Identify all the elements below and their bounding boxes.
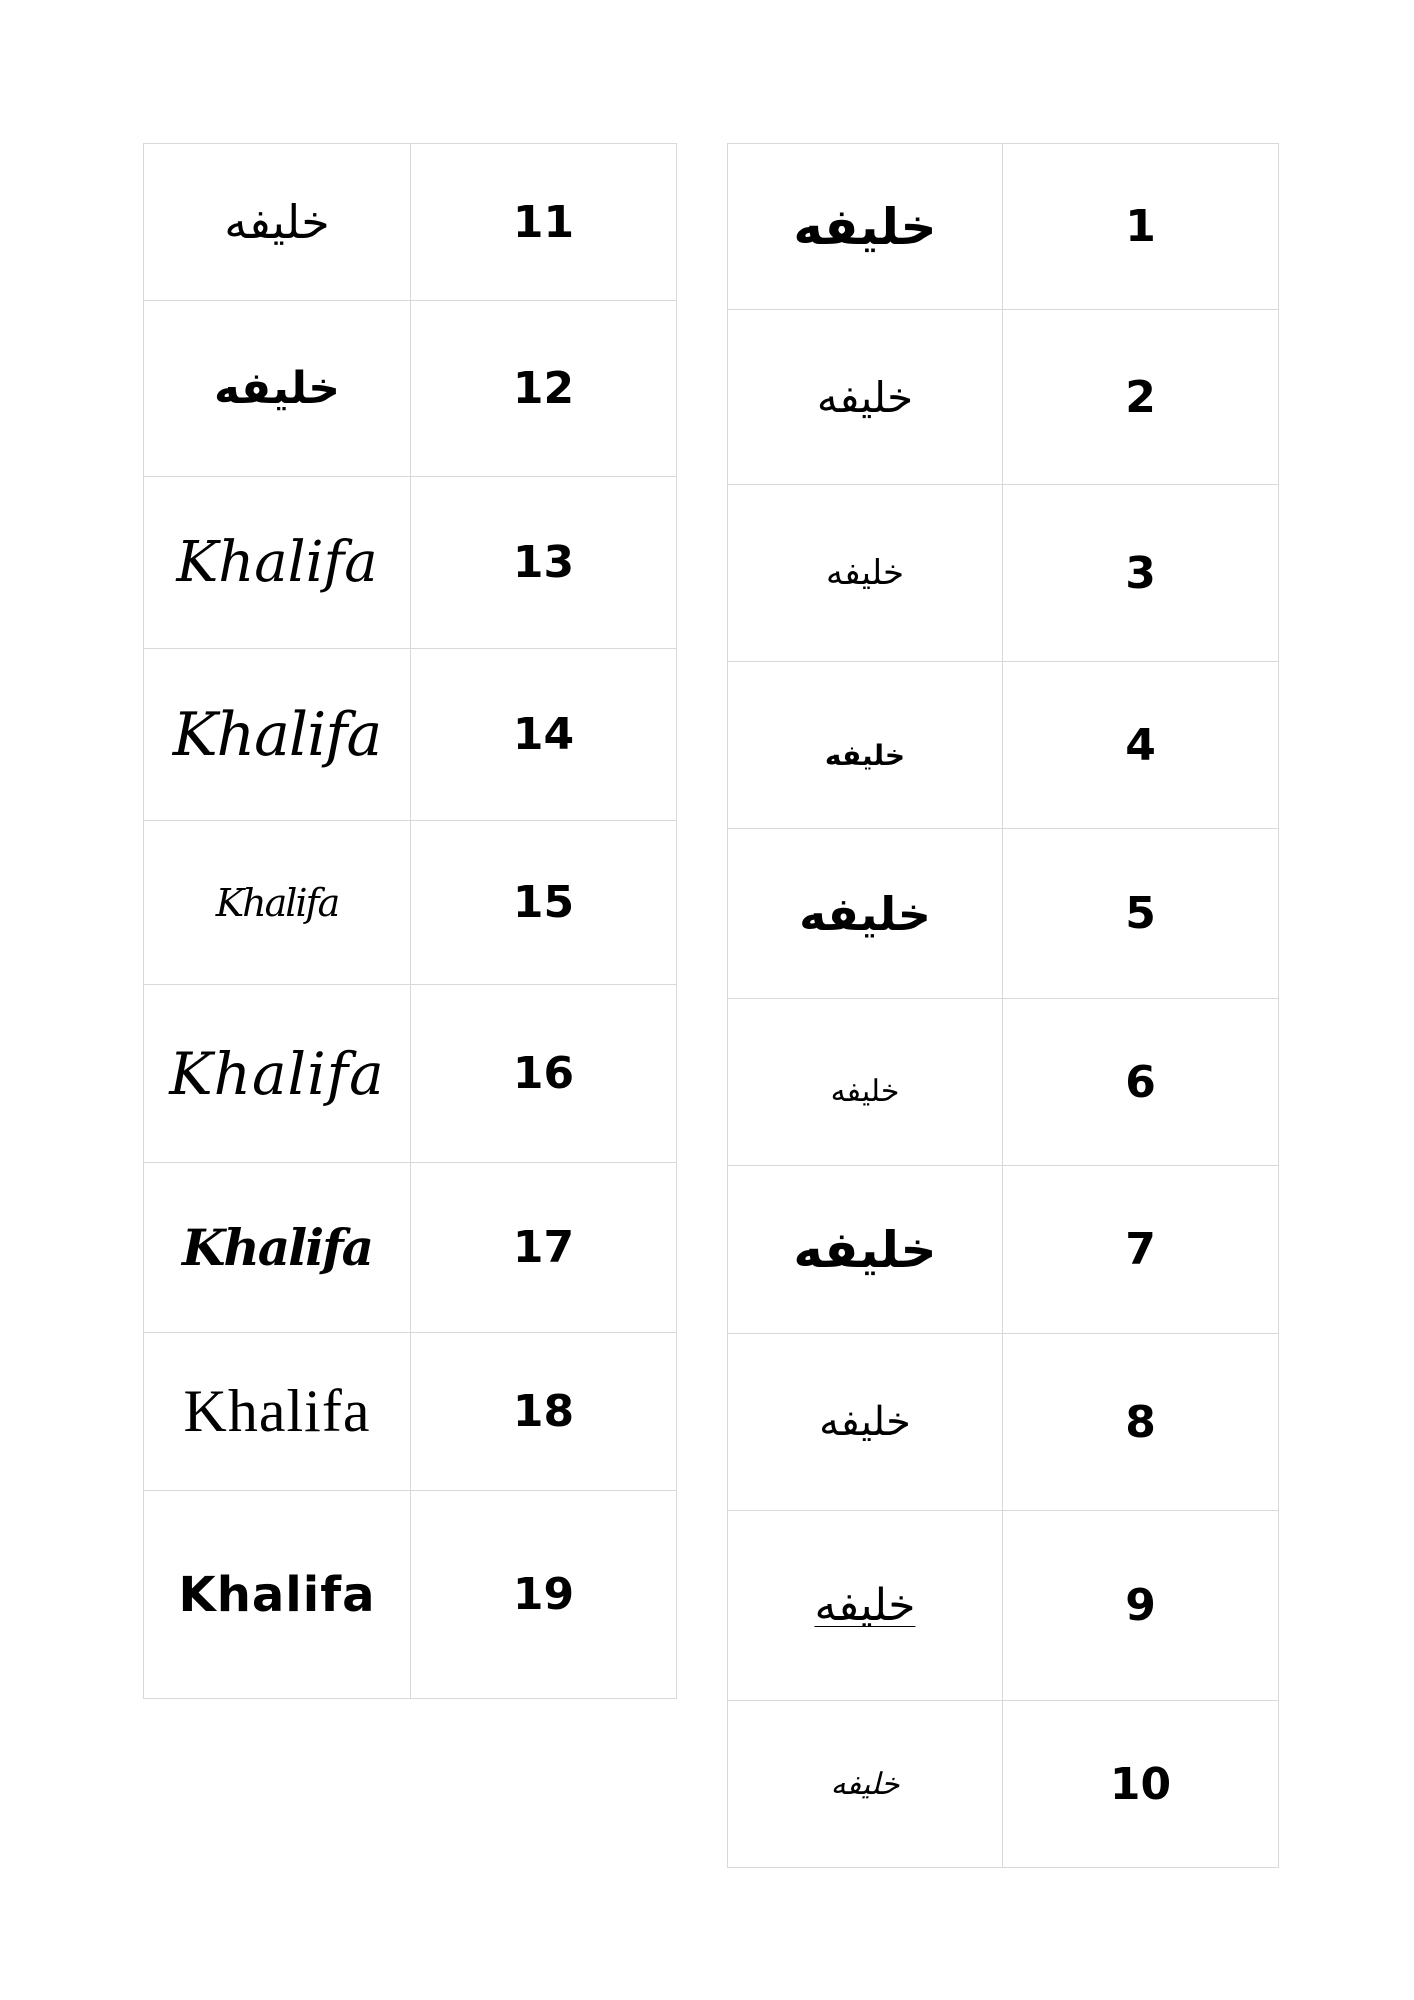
number-cell: 8 — [1003, 1334, 1279, 1511]
table-row — [728, 1701, 1279, 1868]
number-cell: 19 — [411, 1491, 677, 1699]
sample-cell — [728, 1511, 1003, 1701]
table-row — [144, 985, 677, 1163]
number-cell: 7 — [1003, 1166, 1279, 1334]
number-cell: 9 — [1003, 1511, 1279, 1701]
font-table-left — [143, 143, 677, 1699]
sample-text: Khalifa — [169, 1039, 385, 1108]
sample-cell — [728, 662, 1003, 829]
sample-cell — [144, 1333, 411, 1491]
sample-cell — [728, 144, 1003, 310]
sample-text: خليفه — [816, 372, 914, 422]
number-cell: 11 — [411, 144, 677, 301]
sample-text: Khalifa — [183, 1378, 371, 1444]
table-row — [728, 310, 1279, 485]
sample-cell — [144, 144, 411, 301]
table-row — [728, 144, 1279, 310]
sample-text: خليفه — [799, 886, 931, 941]
sample-text: Khalifa — [181, 1218, 373, 1277]
number-cell: 16 — [411, 985, 677, 1163]
table-row — [728, 1334, 1279, 1511]
sample-text: خليفه — [830, 1766, 900, 1802]
sample-text: خليفه — [819, 1399, 911, 1445]
number-cell: 10 — [1003, 1701, 1279, 1868]
table-row — [728, 485, 1279, 662]
table-row — [728, 999, 1279, 1166]
sample-text: Khalifa — [178, 1566, 376, 1623]
sample-cell — [144, 985, 411, 1163]
font-table-right-body — [728, 144, 1279, 1868]
sample-text: خليفه — [214, 363, 340, 414]
table-row — [144, 144, 677, 301]
table-row — [144, 301, 677, 477]
table-row — [728, 662, 1279, 829]
number-cell: 3 — [1003, 485, 1279, 662]
number-cell: 4 — [1003, 662, 1279, 829]
sample-text: خليفه — [224, 195, 330, 249]
sample-text: خليفه — [826, 553, 904, 593]
table-row — [144, 649, 677, 821]
sample-cell — [144, 477, 411, 649]
sample-cell — [144, 649, 411, 821]
sample-text: خليفه — [824, 738, 906, 772]
number-cell: 12 — [411, 301, 677, 477]
sample-text: خليفه — [793, 197, 937, 256]
sample-cell — [728, 1166, 1003, 1334]
sample-cell — [728, 999, 1003, 1166]
sample-text: خليفه — [814, 1580, 916, 1631]
sample-text: خليفه — [793, 1220, 937, 1279]
table-row — [728, 1166, 1279, 1334]
sample-cell — [144, 1163, 411, 1333]
sample-cell — [144, 301, 411, 477]
sample-cell — [728, 310, 1003, 485]
number-cell: 15 — [411, 821, 677, 985]
sample-cell — [728, 1701, 1003, 1868]
number-cell: 2 — [1003, 310, 1279, 485]
sample-cell — [728, 485, 1003, 662]
number-cell: 1 — [1003, 144, 1279, 310]
font-table-right — [727, 143, 1279, 1868]
sample-cell — [728, 1334, 1003, 1511]
sample-text: خليفه — [830, 1073, 900, 1109]
number-cell: 17 — [411, 1163, 677, 1333]
table-row — [728, 829, 1279, 999]
font-table-left-body — [144, 144, 677, 1699]
sample-cell — [728, 829, 1003, 999]
number-cell: 6 — [1003, 999, 1279, 1166]
number-cell: 14 — [411, 649, 677, 821]
sample-cell — [144, 821, 411, 985]
table-row — [144, 477, 677, 649]
table-row — [144, 1491, 677, 1699]
table-row — [144, 1333, 677, 1491]
sample-cell — [144, 1491, 411, 1699]
number-cell: 13 — [411, 477, 677, 649]
table-row — [728, 1511, 1279, 1701]
sample-text: Khalifa — [176, 530, 378, 595]
number-cell: 18 — [411, 1333, 677, 1491]
number-cell: 5 — [1003, 829, 1279, 999]
sample-text: Khalifa — [172, 699, 382, 770]
table-row — [144, 821, 677, 985]
sample-text: Khalifa — [215, 880, 339, 925]
table-row — [144, 1163, 677, 1333]
